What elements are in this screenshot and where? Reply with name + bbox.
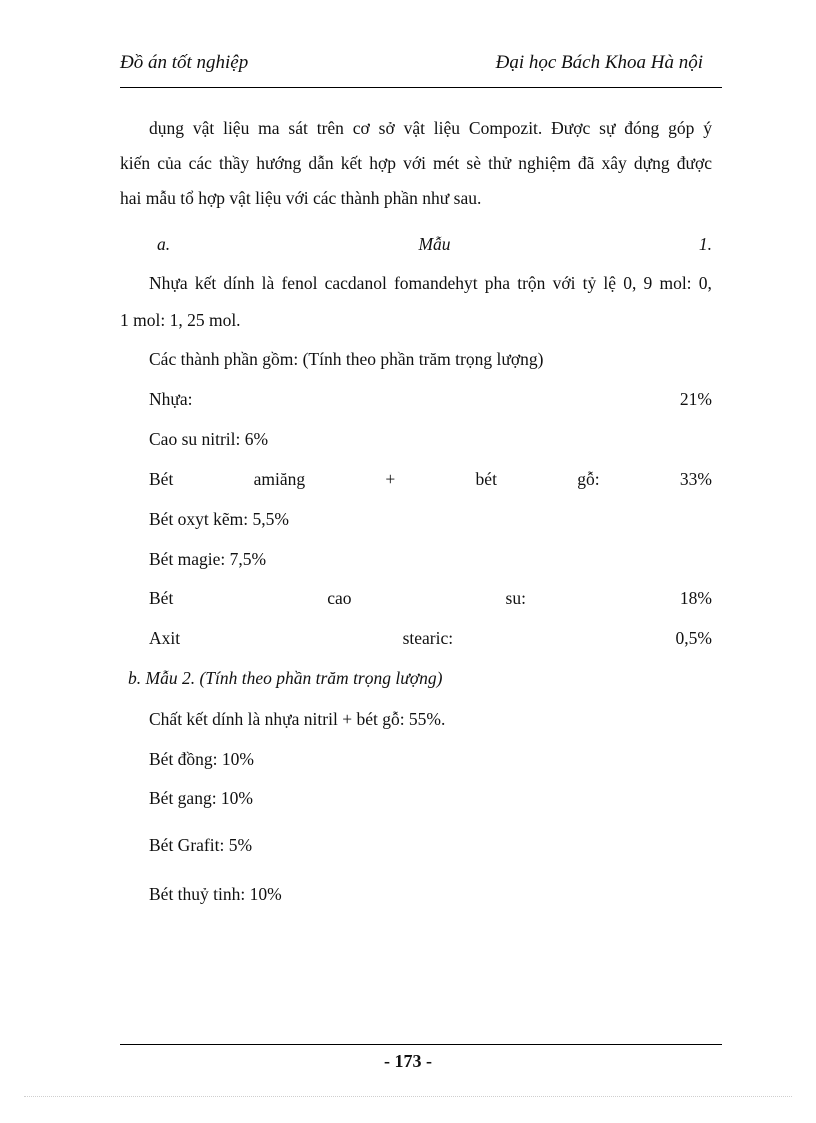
word: sát [288,118,308,138]
row-amiang-value: 33% [679,469,712,489]
word: vật [192,118,215,138]
word: mét [433,153,460,173]
row-chat-ket-dinh: Chất kết dính là nhựa nitril + bét gỗ: 55%. [149,709,446,729]
word: 9 [643,273,653,293]
word: nghiệm [518,153,571,173]
row-bet-cao-su-word: cao [327,588,352,608]
word: ma [258,118,280,138]
word: cơ [352,118,370,138]
row-bet-gang: Bét gang: 10% [149,788,254,808]
word: sè [466,153,481,173]
sample-a-letter: a. [157,234,171,254]
row-nhua-label: Nhựa: [149,389,193,409]
row-bet-thuy-tinh: Bét thuỷ tinh: 10% [149,884,282,904]
word: 0, [623,273,637,293]
row-nhua-value: 21% [679,389,712,409]
header-university: Đại học Bách Khoa Hà nội [495,52,703,73]
word: Được [551,118,591,138]
word: Nhựa [149,273,188,293]
word: cacdanol [324,273,387,293]
row-axit [149,628,712,649]
footer-divider [120,1044,722,1045]
word: dụng [149,118,184,138]
sample-a-word: Mẫu [418,234,451,254]
word: dẫn [308,153,334,173]
word: liệu [223,118,250,138]
word: là [261,273,275,293]
page-break-line [24,1096,792,1097]
word: ý [703,118,712,138]
word: các [188,153,212,173]
row-oxyt-kem: Bét oxyt kẽm: 5,5% [149,509,289,529]
word: dựng [633,153,670,173]
word: trộn [517,273,546,293]
word: xây [601,153,627,173]
word: hướng [256,153,302,173]
row-magie: Bét magie: 7,5% [149,549,267,569]
word: kết [194,273,217,293]
word: kiến [120,153,151,173]
header-thesis-title: Đồ án tốt nghiệp [120,52,249,73]
word: thử [488,153,512,173]
word: được [676,153,712,173]
word: thầy [219,153,250,173]
word: với [552,273,576,293]
word: đã [577,153,595,173]
components-title: Các thành phần gồm: (Tính theo phần trăm trọng lượng) [149,349,544,369]
resin-line-1 [149,273,712,294]
row-nhua [149,389,712,410]
row-bet-cao-su-word: Bét [149,588,174,608]
row-amiang-word: amiăng [253,469,306,489]
row-bet-cao-su-value: 18% [679,588,712,608]
word: lệ [603,273,617,293]
word: của [157,153,182,173]
row-bet-cao-su [149,588,712,609]
word: tỷ [582,273,597,293]
word: liệu [433,118,461,138]
row-amiang-word: bét [475,469,497,489]
word: sự [599,118,616,138]
sample-a-number: 1. [698,234,712,254]
row-bet-cao-su-word: su: [505,588,526,608]
row-bet-grafit: Bét Grafit: 5% [149,835,253,855]
word: vật [403,118,425,138]
word: kết [340,153,363,173]
row-axit-word: Axit [149,628,181,648]
word: Compozit. [468,118,543,138]
intro-line-3: hai mẫu tổ hợp vật liệu với các thành phần như sau. [120,188,482,208]
word: với [403,153,426,173]
word: 0, [698,273,712,293]
row-axit-word: stearic: [402,628,454,648]
row-axit-value: 0,5% [675,628,712,648]
word: đóng [624,118,660,138]
intro-line-2 [120,153,712,174]
sample-a-heading [157,234,712,255]
resin-line-2: 1 mol: 1, 25 mol. [120,310,241,330]
word: pha [484,273,511,293]
intro-line-1 [149,118,712,139]
row-bet-dong: Bét đồng: 10% [149,749,254,769]
page-number: - 173 - [384,1051,432,1071]
word: mol: [659,273,692,293]
word: fomandehyt [393,273,478,293]
sample-b-heading: b. Mẫu 2. (Tính theo phần trăm trọng lượng) [128,668,443,688]
row-amiang-word: + [385,469,396,489]
word: trên [316,118,344,138]
word: góp [668,118,695,138]
word: fenol [281,273,318,293]
word: sở [378,118,395,138]
word: hợp [369,153,396,173]
row-amiang-word: gỗ: [577,469,600,489]
header-divider [120,87,722,88]
row-cao-su-nitril: Cao su nitril: 6% [149,429,269,449]
row-amiang [149,469,712,490]
row-amiang-word: Bét [149,469,174,489]
word: dính [223,273,255,293]
